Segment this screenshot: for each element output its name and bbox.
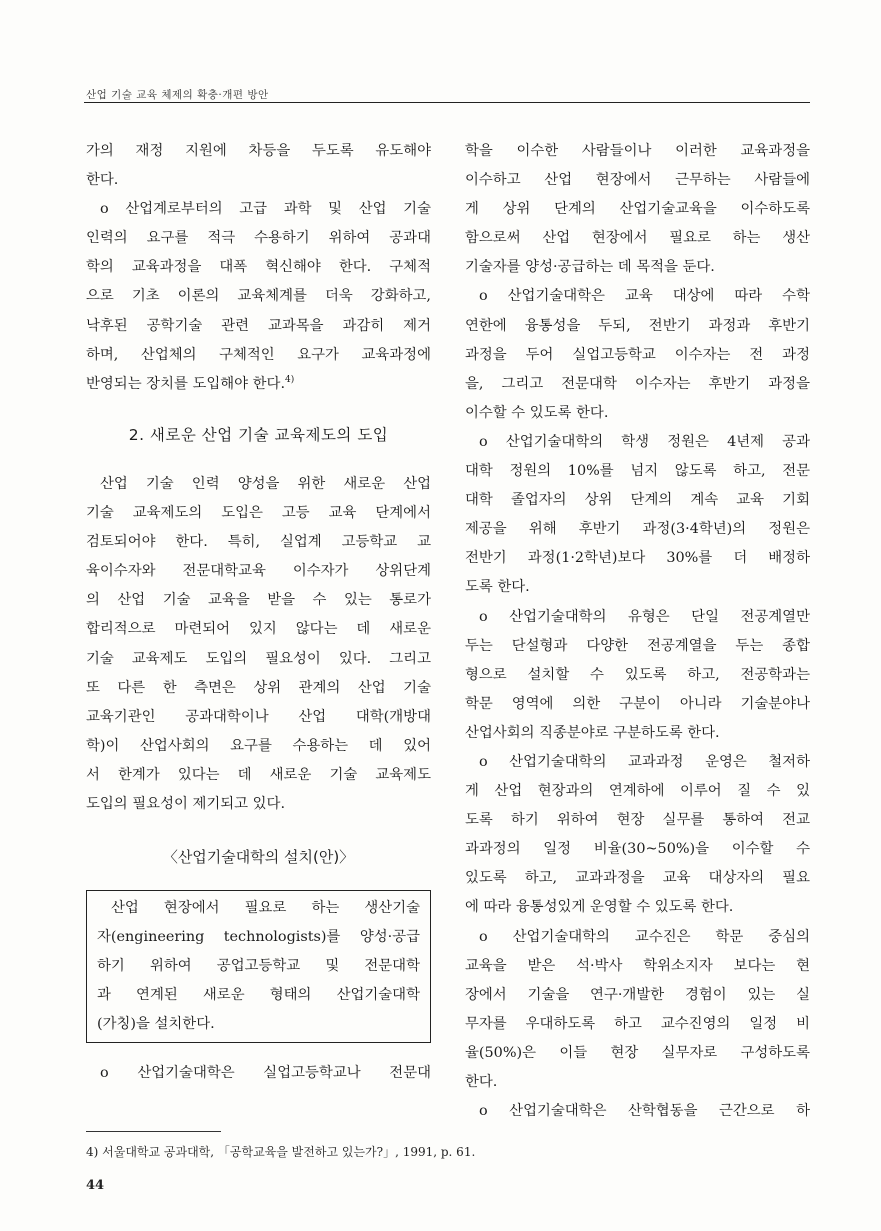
section-heading: 2. 새로운 산업 기술 교육제도의 도입 xyxy=(128,425,389,444)
paragraph xyxy=(465,282,810,427)
text-line: o 산업기술대학은 산학협동을 근간으로 하 xyxy=(479,1103,810,1120)
text-line: o 산업기술대학의 학생 정원은 4년제 공과 xyxy=(479,433,810,450)
paragraph xyxy=(86,195,431,399)
text-line: 도록 한다. xyxy=(465,579,530,596)
text-line: 가의 재정 지원에 차등을 두도록 유도해야 xyxy=(86,143,431,159)
paragraph xyxy=(86,470,431,819)
text-line: 산업 현장에서 필요로 하는 생산기술 xyxy=(111,900,420,917)
paragraph xyxy=(465,748,810,923)
text-line: 을, 그리고 전문대학 이수자는 후반기 과정을 xyxy=(465,375,810,392)
text-line: 합리적으로 마련되어 있지 않다는 데 새로운 xyxy=(86,621,431,638)
text-line: 도록 하기 위하여 현장 실무를 통하여 전교 xyxy=(465,812,810,829)
text-line: 게 상위 단계의 산업기술교육을 이수하도록 xyxy=(465,201,810,218)
left-column xyxy=(86,137,431,1088)
text-line: 함으로써 산업 현장에서 필요로 하는 생산 xyxy=(465,230,810,247)
text-line: 자(engineering technologists)를 양성·공급 xyxy=(97,929,420,946)
footnote-ref: 4) xyxy=(285,374,295,385)
text-line: 교육을 받은 석·박사 학위소지자 보다는 현 xyxy=(465,957,810,974)
text-line: o 산업기술대학의 유형은 단일 전공계열만 xyxy=(479,608,810,625)
text-line: 대학 졸업자의 상위 단계의 계속 교육 기회 xyxy=(465,492,810,509)
text-line: 으로 기초 이론의 교육체계를 더욱 강화하고, xyxy=(86,288,431,305)
text-line: 두는 단설형과 다양한 전공계열을 두는 종합 xyxy=(465,637,810,654)
text-line: 형으로 설치할 수 있도록 하고, 전공학과는 xyxy=(465,666,810,683)
text-line: 학문 영역에 의한 구분이 아니라 기술분야나 xyxy=(465,695,810,712)
text-line: 육이수자와 전문대학교육 이수자가 상위단계 xyxy=(86,563,431,580)
paragraph xyxy=(465,428,810,603)
footnote-rule xyxy=(86,1131,221,1132)
text-line: o 산업계로부터의 고급 과학 및 산업 기술 xyxy=(100,201,431,218)
footnote: 4) 서울대학교 공과대학, 「공학교육을 발전하고 있는가?」, 1991, p. 61. xyxy=(86,1145,476,1159)
text-line: 에 따라 융통성있게 운영할 수 있도록 한다. xyxy=(465,899,734,916)
text-line: 서 한계가 있다는 데 새로운 기술 교육제도 xyxy=(86,766,431,783)
text-line: 학을 이수한 사람들이나 이러한 교육과정을 xyxy=(465,143,810,159)
text-line: 교육기관인 공과대학이나 산업 대학(개방대 xyxy=(86,708,431,725)
text-line: 산업 기술 인력 양성을 위한 새로운 산업 xyxy=(100,475,431,492)
paragraph xyxy=(465,137,810,282)
text-line: 과 연계된 새로운 형태의 산업기술대학 xyxy=(97,987,420,1004)
right-column xyxy=(465,137,810,1126)
text-line: 이수할 수 있도록 한다. xyxy=(465,404,609,421)
text-line: 의 산업 기술 교육을 받을 수 있는 통로가 xyxy=(86,592,431,609)
text-line xyxy=(86,370,431,399)
text-line: (가칭)을 설치한다. xyxy=(97,1016,215,1033)
paragraph xyxy=(465,603,810,748)
text-line: 기술자를 양성·공급하는 데 목적을 둔다. xyxy=(465,259,715,276)
text-line: 하기 위하여 공업고등학교 및 전문대학 xyxy=(97,958,420,975)
text-line: 대학 정원의 10%를 넘지 않도록 하고, 전문 xyxy=(465,463,810,480)
text-line: o 산업기술대학의 교수진은 학문 중심의 xyxy=(479,928,810,945)
text-line: 한다. xyxy=(86,172,119,189)
text-line: 율(50%)은 이들 현장 실무자로 구성하도록 xyxy=(465,1044,810,1061)
text-line: 과과정의 일정 비율(30~50%)을 이수할 수 xyxy=(465,841,810,858)
text-line: 검토되어야 한다. 특히, 실업계 고등학교 교 xyxy=(86,534,431,551)
proposal-box xyxy=(86,890,431,1043)
text-line: 도입의 필요성이 제기되고 있다. xyxy=(86,795,286,812)
text-line: 제공을 위해 후반기 과정(3·4학년)의 정원은 xyxy=(465,521,810,538)
paragraph xyxy=(465,923,810,1098)
paragraph xyxy=(86,137,431,195)
box-heading: 〈산업기술대학의 설치(안)〉 xyxy=(162,848,355,867)
text-line-content: 반영되는 장치를 도입해야 한다. xyxy=(86,375,286,392)
paragraph xyxy=(86,1059,431,1088)
running-header: 산업 기술 교육 체제의 확충·개편 방안 xyxy=(86,89,269,101)
text-line: 장에서 기술을 연구·개발한 경험이 있는 실 xyxy=(465,986,810,1003)
paragraph xyxy=(465,1097,810,1126)
text-line: 무자를 우대하도록 하고 교수진영의 일정 비 xyxy=(465,1015,810,1032)
text-line: 게 산업 현장과의 연계하에 이루어 질 수 있 xyxy=(465,783,810,800)
text-line: 하며, 산업체의 구체적인 요구가 교육과정에 xyxy=(86,346,431,363)
text-line: 학의 교육과정을 대폭 혁신해야 한다. 구체적 xyxy=(86,259,431,276)
text-line: 낙후된 공학기술 관련 교과목을 과감히 제거 xyxy=(86,317,431,334)
text-line: 학)이 산업사회의 요구를 수용하는 데 있어 xyxy=(86,737,431,754)
header-rule xyxy=(84,102,810,103)
text-line: 인력의 요구를 적극 수용하기 위하여 공과대 xyxy=(86,230,431,247)
text-line: 기술 교육제도의 도입은 고등 교육 단계에서 xyxy=(86,505,431,522)
text-line: 전반기 과정(1·2학년)보다 30%를 더 배정하 xyxy=(465,550,810,567)
text-line: o 산업기술대학은 교육 대상에 따라 수학 xyxy=(479,288,810,305)
text-line: 과정을 두어 실업고등학교 이수자는 전 과정 xyxy=(465,346,810,363)
text-line: o 산업기술대학의 교과과정 운영은 철저하 xyxy=(479,753,810,770)
text-line: 있도록 하고, 교과과정을 교육 대상자의 필요 xyxy=(465,870,810,887)
text-line: 산업사회의 직종분야로 구분하도록 한다. xyxy=(465,724,720,741)
text-line: 이수하고 산업 현장에서 근무하는 사람들에 xyxy=(465,172,810,189)
text-line: 한다. xyxy=(465,1074,498,1090)
text-line: 또 다른 한 측면은 상위 관계의 산업 기술 xyxy=(86,679,431,696)
text-line: 기술 교육제도 도입의 필요성이 있다. 그리고 xyxy=(86,650,431,667)
page-number: 44 xyxy=(86,1178,105,1193)
text-line: o 산업기술대학은 실업고등학교나 전문대 xyxy=(100,1065,431,1082)
text-line: 연한에 융통성을 두되, 전반기 과정과 후반기 xyxy=(465,317,810,334)
